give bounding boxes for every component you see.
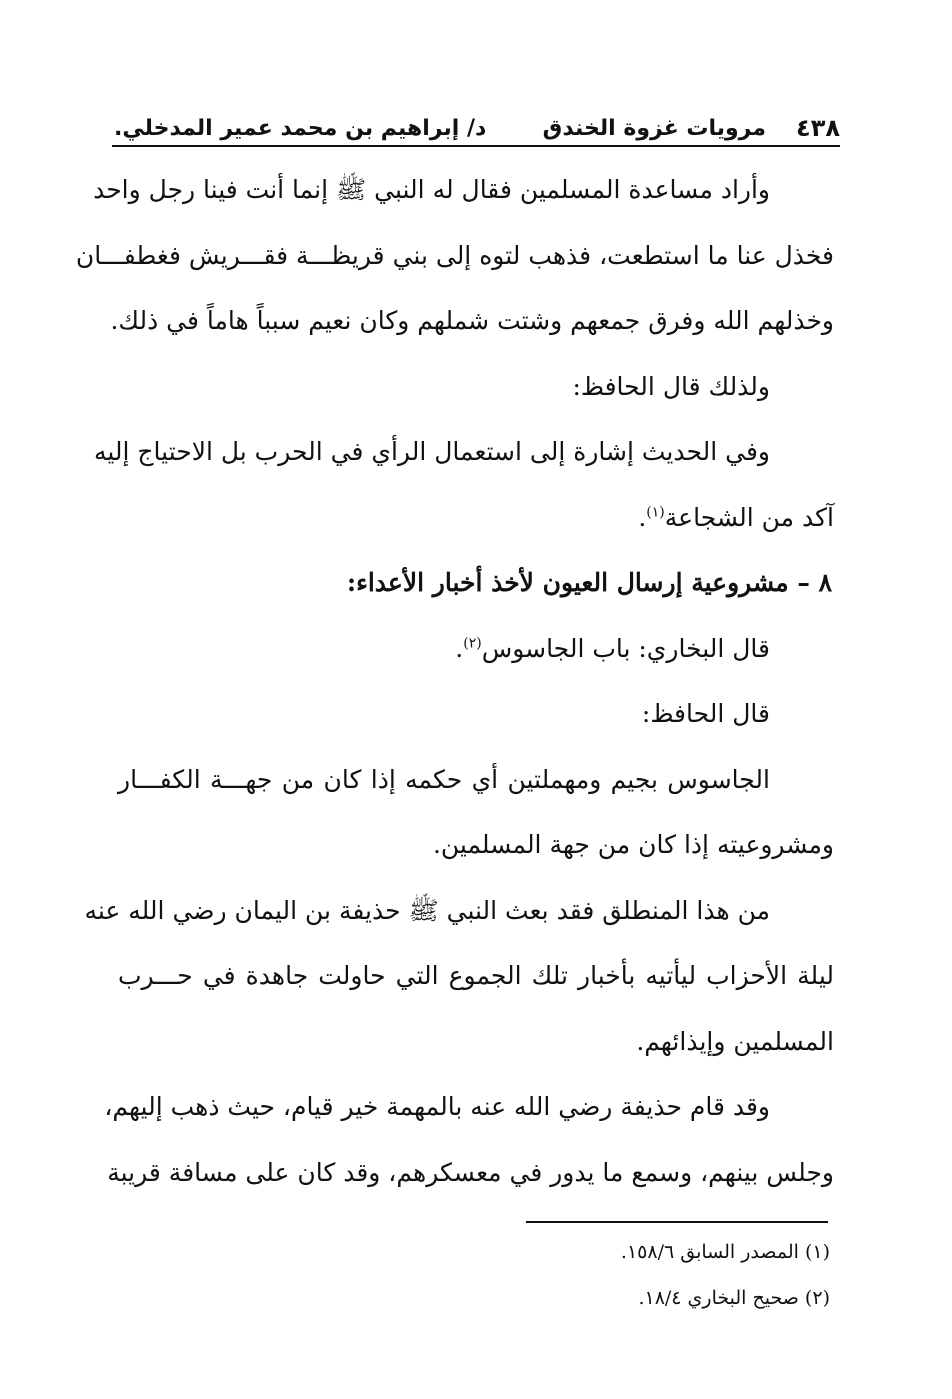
footnote-item: (٢) صحيح البخاري ١٨/٤. bbox=[638, 1287, 830, 1309]
text-line: من هذا المنطلق فقد بعث النبي ﷺ حذيفة بن اليمان رضي الله عنه bbox=[84, 895, 770, 925]
text-line: ليلة الأحزاب ليأتيه بأخبار تلك الجموع التي حاولت جاهدة في حـــرب bbox=[118, 961, 834, 990]
body-text bbox=[75, 160, 834, 1208]
text-line: قال الحافظ: bbox=[641, 699, 770, 728]
header-divider bbox=[112, 145, 840, 147]
text-fragment: آكد من الشجاعة bbox=[664, 502, 834, 532]
book-title: مرويات غزوة الخندق bbox=[542, 116, 766, 141]
text-line: وخذلهم الله وفرق جمعهم وشتت شملهم وكان نعيم سبباً هاماً في ذلك. bbox=[110, 306, 834, 335]
text-line: المسلمين وإيذائهم. bbox=[636, 1026, 834, 1056]
period: . bbox=[638, 502, 647, 532]
footnote-divider bbox=[526, 1221, 828, 1223]
text-line: وأراد مساعدة المسلمين فقال له النبي ﷺ إنما أنت فينا رجل واحد bbox=[93, 175, 770, 204]
text-line-with-footnote bbox=[118, 619, 834, 685]
footnote-ref: (٢) bbox=[463, 635, 482, 652]
text-line: الجاسوس بجيم ومهملتين أي حكمه إذا كان من جهـــة الكفـــار bbox=[118, 764, 770, 794]
text-line: ولذلك قال الحافظ: bbox=[572, 371, 770, 401]
text-line: وجلس بينهم، وسمع ما يدور في معسكرهم، وقد كان على مسافة قريبة bbox=[107, 1157, 834, 1187]
text-line: ومشروعيته إذا كان من جهة المسلمين. bbox=[432, 830, 834, 859]
footnote-ref: (١) bbox=[646, 504, 665, 521]
page-number: ٤٣٨ bbox=[796, 114, 840, 142]
footnotes bbox=[621, 1234, 830, 1326]
text-line: وفي الحديث إشارة إلى استعمال الرأي في الحرب بل الاحتياج إليه bbox=[93, 437, 770, 466]
author-name: د/ إبراهيم بن محمد عمير المدخلي. bbox=[114, 116, 487, 141]
period: . bbox=[455, 633, 464, 663]
text-line: فخذل عنا ما استطعت، فذهب لتوه إلى بني قريظـــة فقـــريش فغطفـــان bbox=[75, 240, 834, 270]
section-heading: ٨ – مشروعية إرسال العيون لأخذ أخبار الأعداء: bbox=[346, 568, 832, 597]
text-fragment: قال البخاري: باب الجاسوس bbox=[481, 633, 770, 663]
footnote-item: (١) المصدر السابق ١٥٨/٦. bbox=[620, 1241, 830, 1263]
text-line-with-footnote bbox=[118, 488, 834, 554]
running-header bbox=[110, 112, 840, 146]
text-line: وقد قام حذيفة رضي الله عنه بالمهمة خير قيام، حيث ذهب إليهم، bbox=[104, 1092, 770, 1121]
